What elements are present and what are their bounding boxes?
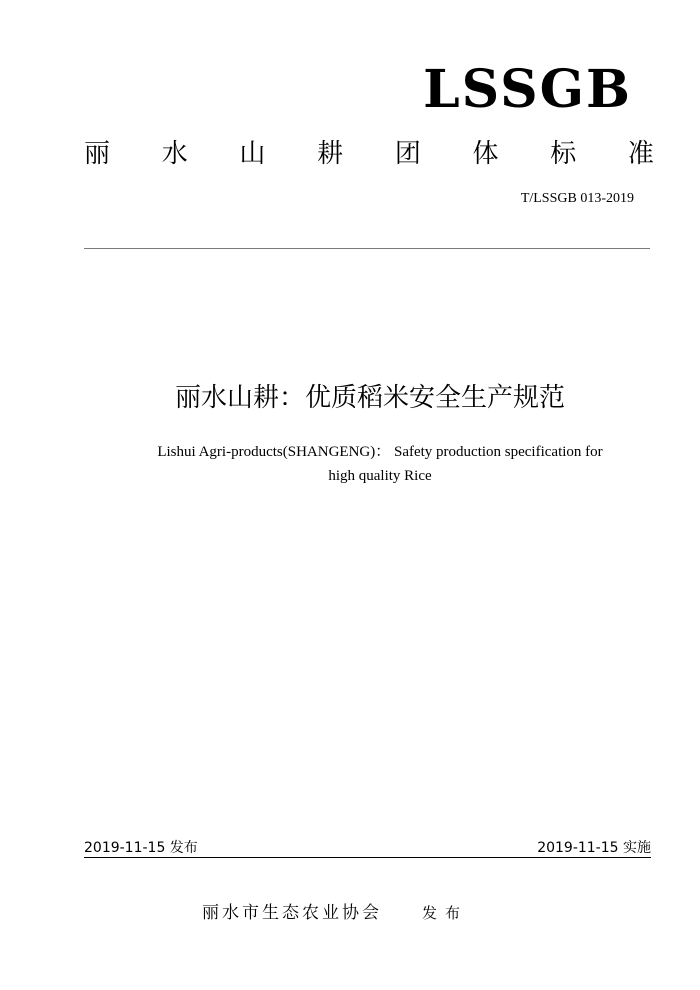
heading-char: 丽 bbox=[84, 139, 111, 169]
standard-type-heading bbox=[84, 134, 654, 174]
document-title-english bbox=[110, 440, 650, 488]
date-divider bbox=[84, 857, 651, 858]
document-title-chinese: 丽水山耕：优质稻米安全生产规范 bbox=[174, 383, 565, 413]
implementation-date: 2019-11-15 实施 bbox=[537, 840, 651, 856]
heading-char: 标 bbox=[550, 139, 577, 169]
standard-code: T/LSSGB 013-2019 bbox=[520, 191, 634, 206]
date-row bbox=[84, 838, 651, 858]
header-divider bbox=[84, 248, 650, 249]
heading-char: 山 bbox=[239, 139, 266, 169]
issue-date: 2019-11-15 发布 bbox=[84, 840, 198, 856]
english-title-line-2: high quality Rice bbox=[328, 468, 432, 484]
heading-char: 水 bbox=[161, 139, 188, 169]
heading-char: 准 bbox=[627, 139, 654, 169]
heading-char: 耕 bbox=[317, 139, 344, 169]
publisher-footer bbox=[202, 900, 468, 926]
publish-label: 发布 bbox=[422, 904, 469, 922]
english-title-line-1: Lishui Agri-products(SHANGENG)： Safety production specification for bbox=[157, 444, 603, 460]
heading-char: 团 bbox=[394, 139, 421, 169]
standard-logo: LSSGB bbox=[423, 59, 632, 120]
publisher-name: 丽水市生态农业协会 bbox=[202, 903, 382, 923]
heading-char: 体 bbox=[472, 139, 499, 169]
